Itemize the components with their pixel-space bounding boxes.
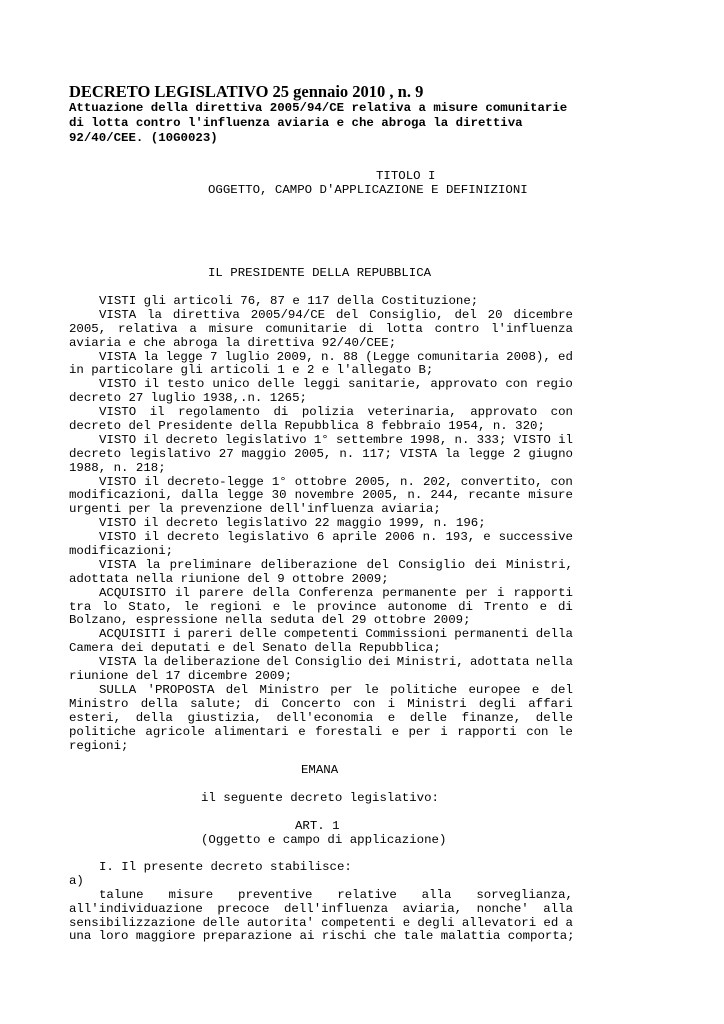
- subtitle-line: 92/40/CEE. (10G0023): [69, 131, 218, 145]
- decree-title: DECRETO LEGISLATIVO 25 gennaio 2010 , n. 9: [69, 82, 424, 101]
- preamble-line: tra lo Stato, le regioni e le province autonome di Trento e di: [69, 599, 573, 614]
- article-heading: [69, 820, 573, 848]
- president-heading: [69, 267, 573, 281]
- subtitle-line: di lotta contro l'influenza aviaria e che abroga la direttiva: [69, 116, 523, 130]
- decree-intro-text: il seguente decreto legislativo:: [201, 791, 439, 805]
- preamble-line: Camera dei deputati e del Senato della Repubblica;: [69, 641, 441, 656]
- preamble-line: urgenti per la prevenzione dell'influenza aviaria;: [69, 502, 441, 517]
- article-title: (Oggetto e campo di applicazione): [201, 832, 447, 847]
- titolo-label: TITOLO I: [376, 169, 436, 183]
- preamble-line: in particolare gli articoli 1 e 2 e l'allegato B;: [69, 363, 434, 378]
- emana-heading: [69, 764, 573, 778]
- article-body-line: a): [69, 873, 84, 888]
- preamble-line: VISTO il decreto legislativo 22 maggio 1999, n. 196;: [99, 516, 486, 531]
- preamble-line: decreto 27 luglio 1938,.n. 1265;: [69, 391, 307, 406]
- preamble-line: 2005, relativa a misure comunitarie di lotta contro l'influenza: [69, 321, 573, 336]
- preamble-line: VISTO il decreto-legge 1° ottobre 2005, n. 202, convertito, con: [99, 474, 573, 489]
- preamble-line: regioni;: [69, 738, 129, 753]
- article-body-line: all'individuazione precoce dell'influenza aviaria, nonche' alla: [69, 901, 573, 916]
- preamble-line: VISTO il regolamento di polizia veterinaria, approvato con: [99, 405, 573, 420]
- preamble-line: VISTA la preliminare deliberazione del Consiglio dei Ministri,: [99, 557, 573, 572]
- article-number: ART. 1: [295, 819, 340, 833]
- preamble-line: Bolzano, espressione nella seduta del 29 ottobre 2009;: [69, 613, 471, 628]
- preamble-line: VISTA la deliberazione del Consiglio dei Ministri, adottata nella: [99, 655, 573, 670]
- preamble-line: ACQUISITI i pareri delle competenti Commissioni permanenti della: [99, 627, 573, 642]
- subtitle-line: Attuazione della direttiva 2005/94/CE relativa a misure comunitarie: [69, 101, 568, 115]
- preamble-line: politiche agricole alimentari e forestali e per i rapporti con le: [69, 724, 573, 739]
- preamble-line: Ministro della salute; di Concerto con i Ministri degli affari: [69, 696, 573, 711]
- decree-subtitle: [69, 101, 573, 146]
- section-heading: [69, 170, 573, 198]
- preamble-line: 1988, n. 218;: [69, 460, 166, 475]
- preamble-line: VISTA la direttiva 2005/94/CE del Consiglio, del 20 dicembre: [99, 307, 573, 322]
- president-label: IL PRESIDENTE DELLA REPUBBLICA: [208, 266, 432, 280]
- decree-intro: [69, 792, 573, 806]
- preamble-line: riunione del 17 dicembre 2009;: [69, 669, 293, 684]
- article-body-line: talune misure preventive relative alla sorveglianza,: [99, 887, 573, 902]
- article-body-line: I. Il presente decreto stabilisce:: [99, 860, 352, 874]
- preamble-line: adottata nella riunione del 9 ottobre 2009;: [69, 571, 389, 586]
- article-body: [69, 861, 573, 944]
- preamble-line: VISTA la legge 7 luglio 2009, n. 88 (Legge comunitaria 2008), ed: [99, 349, 573, 364]
- titolo-subtitle: OGGETTO, CAMPO D'APPLICAZIONE E DEFINIZIONI: [208, 182, 528, 197]
- preamble-line: modificazioni, dalla legge 30 novembre 2005, n. 244, recante misure: [69, 488, 573, 503]
- preamble-line: esteri, della giustizia, dell'economia e delle finanze, delle: [69, 710, 573, 725]
- preamble-line: aviaria e che abroga la direttiva 92/40/CEE;: [69, 335, 397, 350]
- article-body-line: una loro maggiore preparazione ai rischi che tale malattia comporta;: [69, 929, 575, 944]
- preamble: [69, 295, 573, 753]
- preamble-line: SULLA 'PROPOSTA del Ministro per le politiche europee e del: [99, 682, 573, 697]
- preamble-line: ACQUISITO il parere della Conferenza permanente per i rapporti: [99, 585, 573, 600]
- preamble-line: decreto legislativo 27 maggio 2005, n. 117; VISTA la legge 2 giugno: [69, 446, 573, 461]
- emana-label: EMANA: [301, 763, 339, 777]
- preamble-line: VISTO il decreto legislativo 6 aprile 2006 n. 193, e successive: [99, 530, 573, 545]
- article-body-line: sensibilizzazione delle autorita' competenti e degli allevatori ed a: [69, 915, 573, 930]
- preamble-line: decreto del Presidente della Repubblica 8 febbraio 1954, n. 320;: [69, 419, 545, 434]
- preamble-line: VISTO il testo unico delle leggi sanitarie, approvato con regio: [99, 377, 573, 392]
- preamble-line: VISTI gli articoli 76, 87 e 117 della Costituzione;: [99, 294, 479, 308]
- preamble-line: modificazioni;: [69, 544, 174, 559]
- preamble-line: VISTO il decreto legislativo 1° settembre 1998, n. 333; VISTO il: [99, 432, 573, 447]
